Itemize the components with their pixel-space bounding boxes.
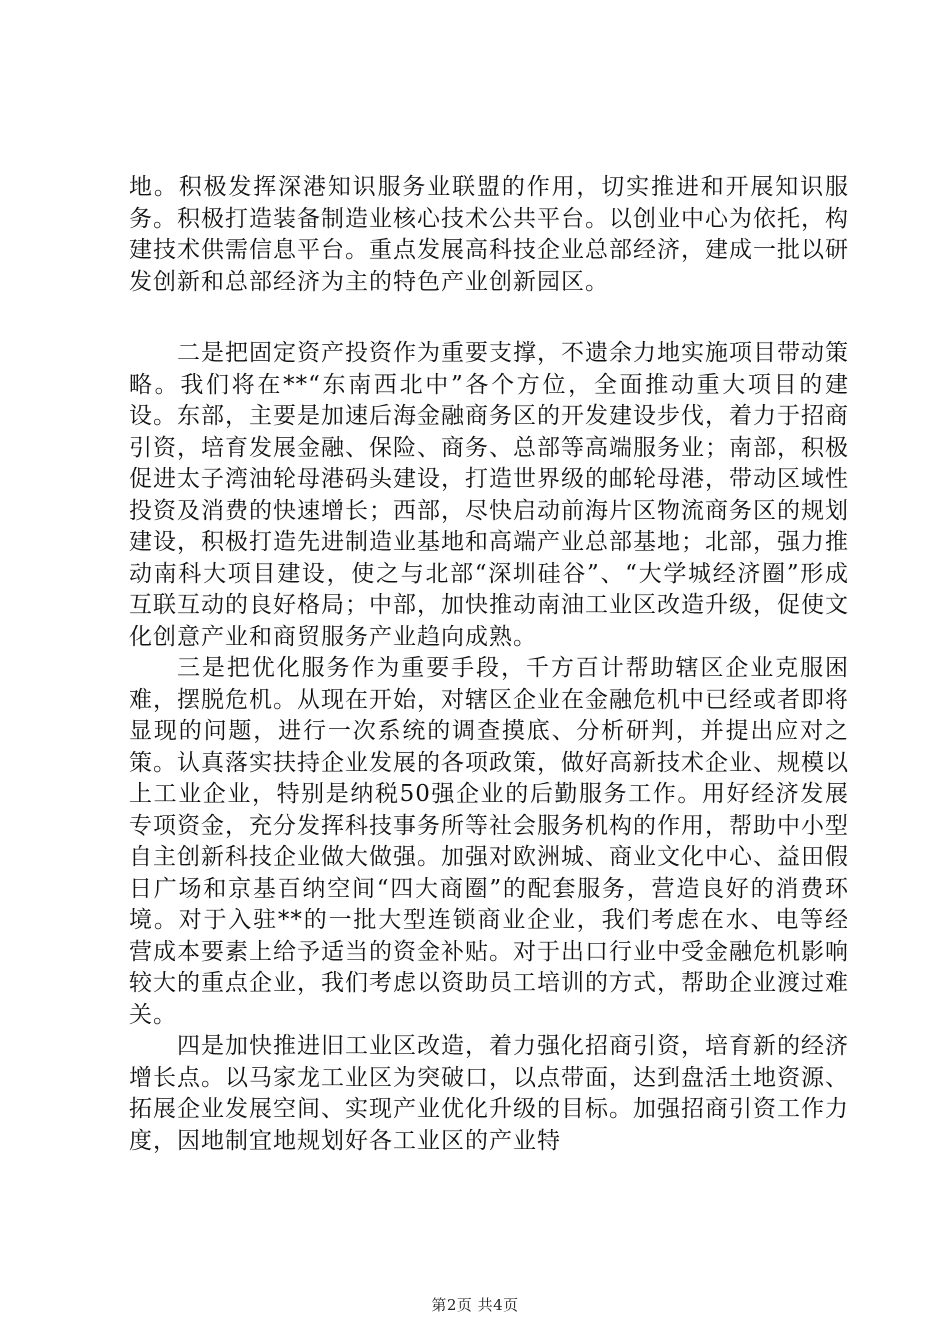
document-body bbox=[129, 172, 849, 1157]
page-number-footer: 第2页 共4页 bbox=[431, 1296, 519, 1314]
paragraph-fixed-asset-investment: 二是把固定资产投资作为重要支撑，不遗余力地实施项目带动策略。我们将在**“东南西北中”各个方位，全面推动重大项目的建设。东部，主要是加速后海金融商务区的开发建设步伐，着力于招商引资，培育发展金融、保险、商务、总部等高端服务业；南部，积极促进太子湾油轮母港码头建设，打造世界级的邮轮母港，带动区域性投资及消费的快速增长；西部，尽快启动前海片区物流商务区的规划建设，积极打造先进制造业基地和高端产业总部基地；北部，强力推动南科大项目建设，使之与北部“深圳硅谷”、“大学城经济圈”形成互联互动的良好格局；中部，加快推动南油工业区改造升级，促使文化创意产业和商贸服务产业趋向成熟。 bbox=[129, 340, 849, 650]
paragraph-industrial-renovation: 四是加快推进旧工业区改造，着力强化招商引资，培育新的经济增长点。以马家龙工业区为突破口，以点带面，达到盘活土地资源、拓展企业发展空间、实现产业优化升级的目标。加强招商引资工作力度，因地制宜地规划好各工业区的产业特 bbox=[129, 1033, 849, 1154]
paragraph-continuation: 地。积极发挥深港知识服务业联盟的作用，切实推进和开展知识服务。积极打造装备制造业核心技术公共平台。以创业中心为依托，构建技术供需信息平台。重点发展高科技企业总部经济，建成一批以研发创新和总部经济为主的特色产业创新园区。 bbox=[129, 174, 849, 295]
paragraph-optimize-services: 三是把优化服务作为重要手段，千方百计帮助辖区企业克服困难，摆脱危机。从现在开始，对辖区企业在金融危机中已经或者即将显现的问题，进行一次系统的调查摸底、分析研判，并提出应对之策。认真落实扶持企业发展的各项政策，做好高新技术企业、规模以上工业企业，特别是纳税50强企业的后勤服务工作。用好经济发展专项资金，充分发挥科技事务所等社会服务机构的作用，帮助中小型自主创新科技企业做大做强。加强对欧洲城、商业文化中心、益田假日广场和京基百纳空间“四大商圈”的配套服务，营造良好的消费环境。对于入驻**的一批大型连锁商业企业，我们考虑在水、电等经营成本要素上给予适当的资金补贴。对于出口行业中受金融危机影响较大的重点企业，我们考虑以资助员工培训的方式，帮助企业渡过难关。 bbox=[129, 655, 849, 1028]
